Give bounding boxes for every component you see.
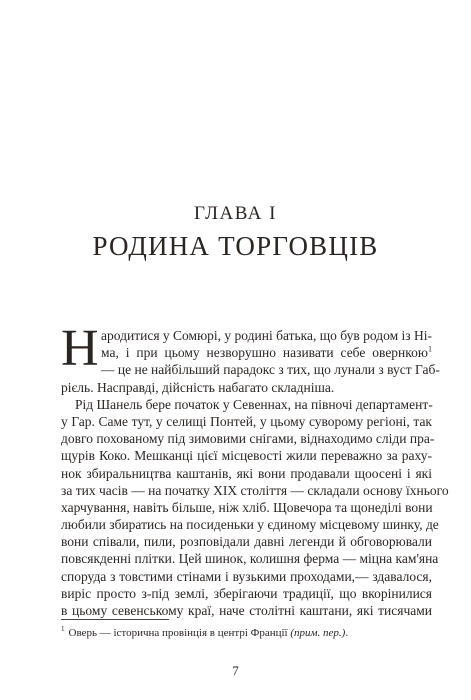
drop-cap: Н: [61, 320, 99, 377]
chapter-label: ГЛАВА I: [194, 203, 277, 224]
text-line-content: ма, і при цьому незворушно називати себе овернкою: [101, 345, 428, 361]
text-line: виріс просто з-під землі, зберігаючи традиції, що вкорінилися: [61, 585, 432, 601]
text-line: у Гар. Саме тут, у селищі Понтей, у цьому суворому регіоні, так: [61, 413, 432, 429]
text-line: споруда з товстими стінами і вузькими проходами,— здавалося,: [61, 568, 432, 584]
footnote-divider: [61, 619, 169, 620]
text-line: харчування, навіть більше, ніж хліб. Щовечора та щонеділі вони: [61, 499, 433, 515]
text-line: — це не найбільший парадокс з тих, що лунали з вуст Габ-: [101, 362, 440, 378]
text-line: Рід Шанель бере початок у Севеннах, на півночі департамент-: [75, 396, 433, 412]
text-line: щурів Коко. Мешканці цієї місцевості жили переважно за раху-: [61, 448, 432, 464]
page-number: 7: [232, 663, 239, 678]
text-line: рієль. Насправді, дійсність набагато складніша.: [61, 379, 335, 395]
text-line: довго похованому під зимовими снігами, віднаходимо сліди пра-: [61, 431, 435, 447]
footnote-ref: 1: [428, 344, 432, 354]
text-line: повсякденні плітки. Цей шинок, колишня ферма — міцна кам'яна: [61, 551, 439, 567]
text-line: любили збиратись на посиденьки у єдиному місцевому шинку, де: [61, 517, 439, 533]
text-line: за тих часів — на початку XIX століття — складали основу їхнього: [61, 482, 449, 498]
footnote-end: .: [345, 627, 349, 639]
footnote-translator-note: (прим. пер.): [290, 627, 346, 639]
body-text: [61, 320, 449, 619]
footnote: [61, 626, 432, 640]
text-line: в цьому севенському краї, наче столітні каштани, які тисячами: [61, 603, 432, 618]
footnote-text: Оверь — історична провінція в центрі Франції: [68, 627, 288, 639]
footnote-mark: 1: [61, 625, 65, 634]
text-line: вони співали, пили, розповідали давні легенди й обговорювали: [61, 534, 432, 550]
text-line: ародитися у Сомюрі, у родині батька, що був родом із Ні-: [101, 328, 432, 343]
chapter-title: РОДИНА ТОРГОВЦІВ: [92, 231, 379, 261]
text-line: [61, 344, 432, 361]
text-line: нок збиральництва каштанів, які вони продавали щоосені і які: [61, 465, 432, 481]
